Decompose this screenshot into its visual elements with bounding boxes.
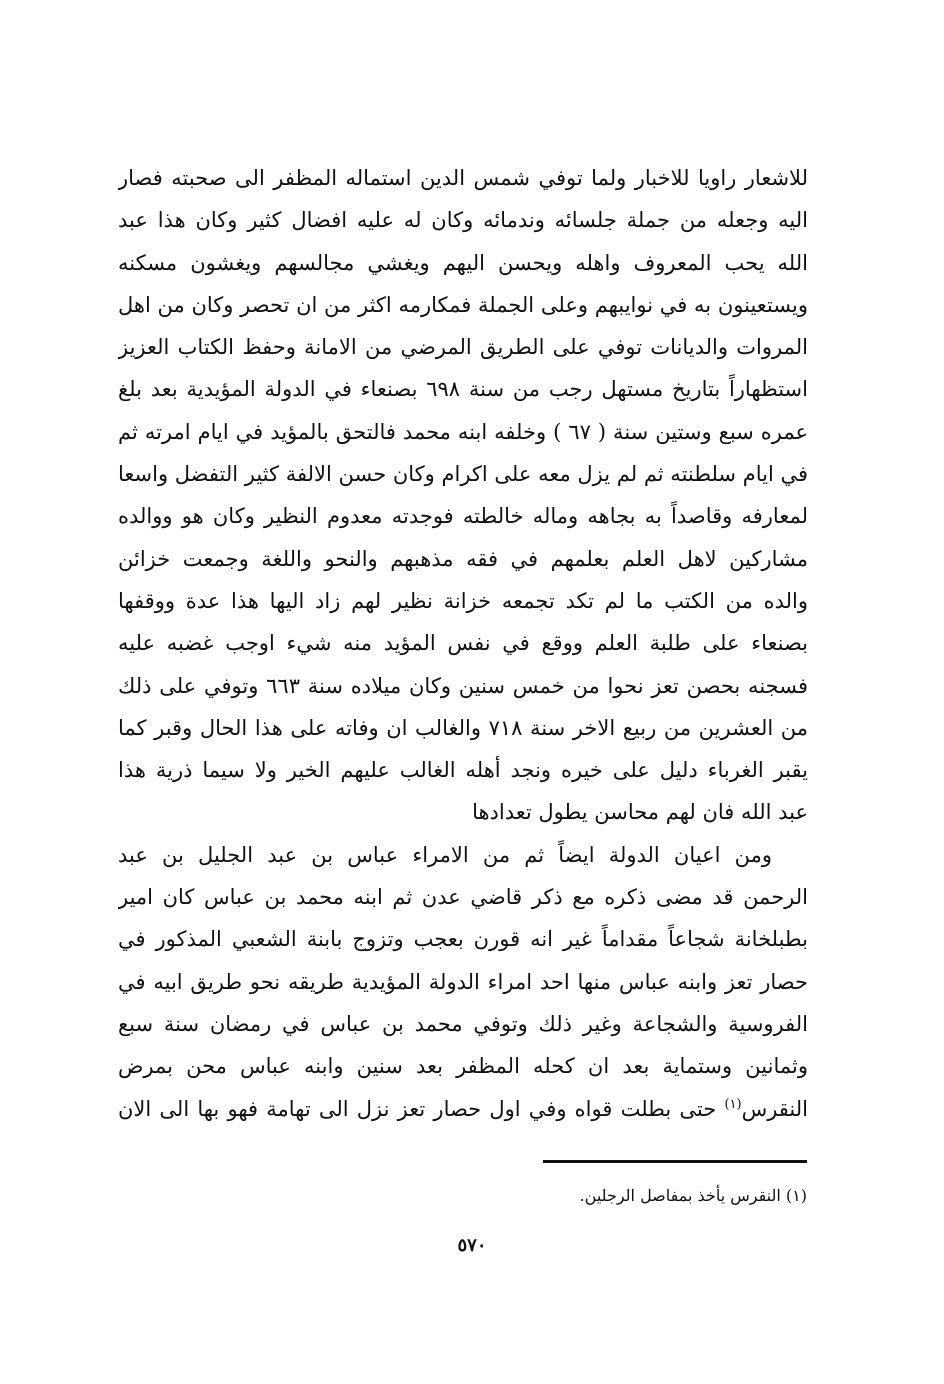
footnote: (١) النقرس يأخذ بمفاصل الرجلين. <box>579 1186 807 1205</box>
text-line-23-start: النقرس <box>741 1096 808 1121</box>
text-line-20: حصار تعز وابنه عباس منها احد امراء الدولة المؤيدية طريقه نحو طريق ابيه في <box>118 969 808 994</box>
main-text <box>118 157 808 1130</box>
text-line-10: مشاركين لاهل العلم بعلمهم في فقه مذهبهم والنحو واللغة وجمعت خزائن <box>118 546 808 571</box>
text-line-15: يقبر الغرباء دليل على خيره ونجد أهله الغالب عليهم الخير ولا سيما ذرية هذا <box>118 758 808 783</box>
text-line-9: لمعارفه وقاصداً به بجاهه وماله خالطته فوجدته معدوم النظير وكان هو ووالده <box>118 504 808 529</box>
text-line-11: والده من الكتب ما لم تكد تجمعه خزانة نظير لهم زاد اليها هذا عدة ووقفها <box>118 588 808 613</box>
text-line-7: عمره سبع وستين سنة ( ٦٧ ) وخلفه ابنه محمد فالتحق بالمؤيد في ايام امرته ثم <box>118 419 808 444</box>
text-line-18: الرحمن قد مضى ذكره مع ذكر قاضي عدن ثم ابنه محمد بن عباس كان امير <box>118 885 808 910</box>
text-line-6: استظهاراً بتاريخ مستهل رجب من سنة ٦٩٨ بصنعاء في الدولة المؤيدية بعد بلغ <box>118 377 808 402</box>
text-line-2: اليه وجعله من جملة جلسائه وندمائه وكان له عليه افضال كثير وكان هذا عبد <box>118 208 808 233</box>
text-line-14: من العشرين من ربيع الاخر سنة ٧١٨ والغالب ان وفاته على هذا الحال وقبر كما <box>118 715 808 740</box>
text-line-8: في ايام سلطنته ثم لم يزل معه على اكرام وكان حسن الالفة كثير التفضل واسعا <box>118 462 808 487</box>
text-line-16: عبد الله فان لهم محاسن يطول تعدادها <box>472 800 808 825</box>
text-line-23-end: حتى بطلت قواه وفي اول حصار تعز نزل الى تهامة فهو بها الى الان <box>118 1096 717 1121</box>
text-line-13: فسجنه بحصن تعز نحوا من خمس سنين وكان ميلاده سنة ٦٦٣ وتوفي على ذلك <box>118 673 808 698</box>
page-number: ٥٧٠ <box>457 1235 487 1256</box>
text-line-3: الله يحب المعروف واهله ويحسن اليهم ويغشي مجالسهم ويغشون مسكنه <box>118 250 808 275</box>
text-line-22: وثمانين وستماية بعد ان كحله المظفر بعد سنين وابنه عباس محن بمرض <box>118 1054 808 1079</box>
footnote-separator <box>543 1160 807 1163</box>
footnote-reference: (١) <box>724 1096 742 1112</box>
text-line-19: بطبلخانة شجاعاً مقداماً غير انه قورن بعجب وتزوج بابنة الشعبي المذكور في <box>118 927 808 952</box>
text-line-4: ويستعينون به في نوايبهم وعلى الجملة فمكارمه اكثر من ان تحصر وكان من اهل <box>118 292 808 317</box>
text-line-17: ومن اعيان الدولة ايضاً ثم من الامراء عباس بن عبد الجليل بن عبد <box>118 842 772 867</box>
text-line-21: الفروسية والشجاعة وغير ذلك وتوفي محمد بن عباس في رمضان سنة سبع <box>118 1011 808 1036</box>
text-line-12: بصنعاء على طلبة العلم ووقع في نفس المؤيد منه شيء اوجب غضبه عليه <box>118 631 808 656</box>
text-line-1: للاشعار راويا للاخبار ولما توفي شمس الدين استماله المظفر الى صحبته فصار <box>118 166 808 190</box>
text-line-23 <box>118 1088 808 1130</box>
text-line-5: المروات والديانات توفي على الطريق المرضي من الامانة وحفظ الكتاب العزيز <box>118 335 808 360</box>
